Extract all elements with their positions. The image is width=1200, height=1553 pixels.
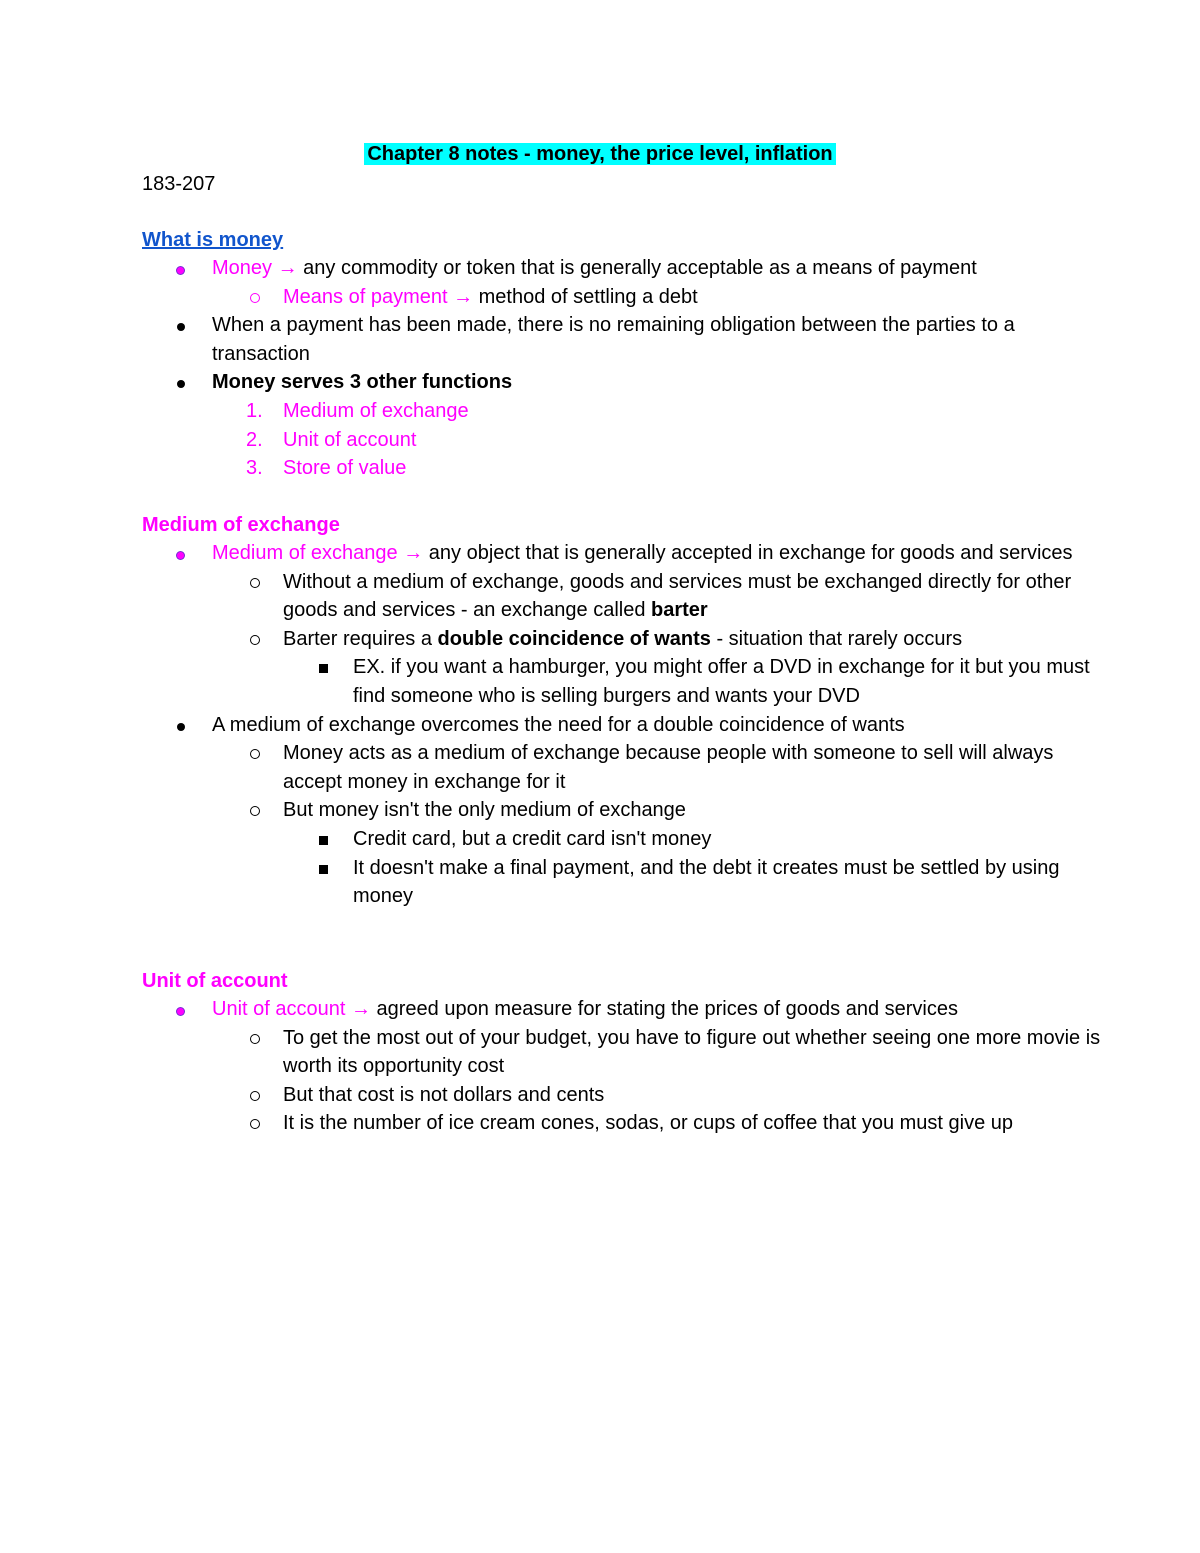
list-item bbox=[142, 368, 1102, 397]
list-item bbox=[142, 1024, 1102, 1081]
term: Means of payment → bbox=[283, 285, 474, 308]
section-heading: Medium of exchange bbox=[142, 514, 340, 536]
list-item bbox=[142, 653, 1102, 710]
list-item bbox=[142, 1081, 1102, 1110]
circle-bullet-icon bbox=[250, 568, 260, 597]
definition: agreed upon measure for stating the prices of goods and services bbox=[370, 998, 958, 1020]
bullet-icon bbox=[177, 539, 184, 568]
list-text: Money serves 3 other functions bbox=[212, 371, 513, 394]
circle-bullet-icon bbox=[250, 1081, 260, 1110]
list-text: Credit card, but a credit card isn't money bbox=[353, 827, 712, 850]
numbered-item bbox=[142, 426, 1102, 455]
definition: method of settling a debt bbox=[473, 285, 698, 308]
item-number: 3. bbox=[246, 457, 263, 480]
list-text: Without a medium of exchange, goods and services must be exchanged directly for other goods and services - an exchange called bbox=[283, 570, 1072, 622]
list-item bbox=[142, 854, 1102, 911]
bullet-icon bbox=[177, 311, 185, 340]
bold-term: barter bbox=[651, 599, 708, 622]
list-text: To get the most out of your budget, you have to figure out whether seeing one more movie is worth its opportunity cost bbox=[283, 1026, 1101, 1078]
section-heading[interactable]: What is money bbox=[142, 229, 284, 251]
circle-bullet-icon bbox=[250, 796, 260, 825]
page-title: Chapter 8 notes - money, the price level, inflation bbox=[364, 143, 835, 165]
list-item bbox=[142, 311, 1102, 368]
list-text: When a payment has been made, there is no remaining obligation between the parties to a transaction bbox=[212, 314, 1015, 365]
list-item bbox=[142, 568, 1102, 625]
list-item bbox=[142, 625, 1102, 654]
bullet-icon bbox=[177, 995, 184, 1024]
definition: any commodity or token that is generally acceptable as a means of payment bbox=[297, 257, 977, 279]
section-what-is-money bbox=[142, 226, 1102, 483]
circle-bullet-icon bbox=[250, 739, 260, 768]
list-text: But money isn't the only medium of exchange bbox=[283, 799, 686, 822]
list-text: Barter requires a bbox=[283, 627, 438, 650]
circle-bullet-icon bbox=[250, 1024, 260, 1053]
bullet-icon bbox=[177, 254, 184, 283]
numbered-item bbox=[142, 454, 1102, 483]
circle-bullet-icon bbox=[250, 283, 260, 312]
list-text: A medium of exchange overcomes the need for a double coincidence of wants bbox=[212, 713, 905, 736]
list-text: Medium of exchange bbox=[283, 399, 469, 422]
list-text: EX. if you want a hamburger, you might offer a DVD in exchange for it but you must find someone who is selling burgers and wants your DVD bbox=[353, 656, 1090, 707]
list-text: Money acts as a medium of exchange because people with someone to sell will always accept money in exchange for it bbox=[283, 742, 1054, 793]
list-item bbox=[142, 283, 1102, 312]
list-text: It doesn't make a final payment, and the debt it creates must be settled by using money bbox=[353, 856, 1060, 908]
page-range: 183-207 bbox=[142, 173, 216, 195]
list-text: But that cost is not dollars and cents bbox=[283, 1083, 605, 1106]
list-item bbox=[142, 739, 1102, 796]
list-text: It is the number of ice cream cones, sodas, or cups of coffee that you must give up bbox=[283, 1112, 1014, 1135]
item-number: 2. bbox=[246, 428, 263, 451]
list-item bbox=[142, 539, 1102, 568]
square-bullet-icon bbox=[319, 854, 328, 883]
bullet-list bbox=[142, 254, 1102, 483]
square-bullet-icon bbox=[319, 825, 328, 854]
section-medium-of-exchange bbox=[142, 511, 1102, 911]
bold-term: double coincidence of wants bbox=[437, 627, 711, 650]
title-row bbox=[0, 140, 1200, 168]
bullet-list bbox=[142, 995, 1102, 1138]
list-text: Unit of account bbox=[283, 428, 417, 451]
square-bullet-icon bbox=[319, 653, 328, 682]
list-item bbox=[142, 254, 1102, 283]
list-item bbox=[142, 711, 1102, 740]
list-text: Store of value bbox=[283, 457, 407, 480]
numbered-item bbox=[142, 397, 1102, 426]
list-item bbox=[142, 1109, 1102, 1138]
list-item bbox=[142, 995, 1102, 1024]
term: Medium of exchange → bbox=[212, 542, 424, 564]
circle-bullet-icon bbox=[250, 1109, 260, 1138]
bullet-icon bbox=[177, 368, 185, 397]
list-item bbox=[142, 825, 1102, 854]
list-text-tail: - situation that rarely occurs bbox=[710, 627, 963, 650]
circle-bullet-icon bbox=[250, 625, 260, 654]
term: Money → bbox=[212, 257, 298, 279]
term: Unit of account → bbox=[212, 998, 371, 1020]
bullet-icon bbox=[177, 711, 185, 740]
definition: any object that is generally accepted in exchange for goods and services bbox=[423, 542, 1073, 564]
section-heading: Unit of account bbox=[142, 970, 288, 992]
list-item bbox=[142, 796, 1102, 825]
item-number: 1. bbox=[246, 399, 263, 422]
bullet-list bbox=[142, 539, 1102, 911]
section-unit-of-account bbox=[142, 967, 1102, 1138]
